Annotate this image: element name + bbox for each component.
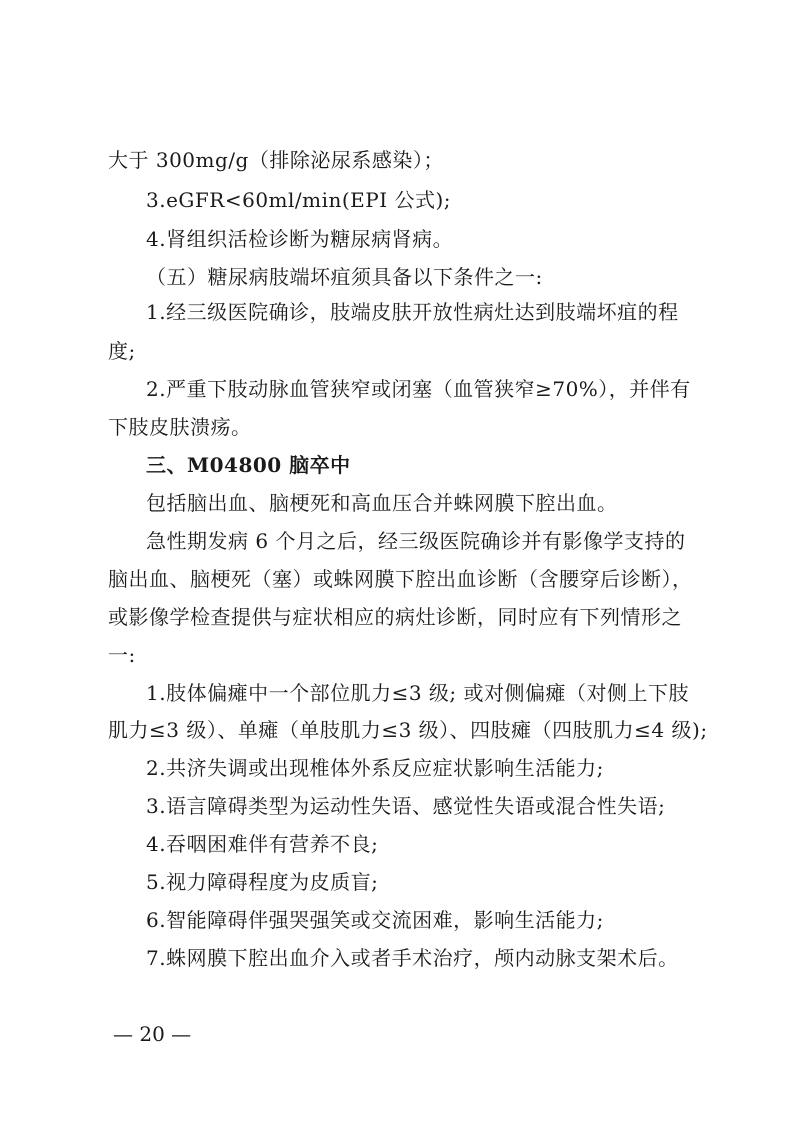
page-number: — 20 — <box>113 1022 192 1046</box>
text-line: 4.吞咽困难伴有营养不良; <box>146 832 379 856</box>
text-line: 2.严重下肢动脉血管狭窄或闭塞（血管狭窄≥70%），并伴有 <box>146 377 691 401</box>
text-line: 度; <box>108 339 136 363</box>
text-line: 一: <box>108 643 136 667</box>
text-line: 3.语言障碍类型为运动性失语、感觉性失语或混合性失语; <box>146 794 666 818</box>
text-line: 大于 300mg/g（排除泌尿系感染）； <box>108 148 444 172</box>
text-line: 6.智能障碍伴强哭强笑或交流困难，影响生活能力; <box>146 908 604 932</box>
text-line: 脑出血、脑梗死（塞）或蛛网膜下腔出血诊断（含腰穿后诊断）， <box>108 567 693 591</box>
text-line: 或影像学检查提供与症状相应的病灶诊断，同时应有下列情形之 <box>108 605 682 629</box>
text-line: 2.共济失调或出现椎体外系反应症状影响生活能力; <box>146 756 604 780</box>
text-line: 下肢皮肤溃疡。 <box>108 415 252 439</box>
text-line: 1.经三级医院确诊，肢端皮肤开放性病灶达到肢端坏疽的程 <box>146 300 679 324</box>
text-line: 7.蛛网膜下腔出血介入或者手术治疗，颅内动脉支架术后。 <box>146 946 679 970</box>
text-line: 1.肢体偏瘫中一个部位肌力≤3 级; 或对侧偏瘫（对侧上下肢 <box>146 681 690 705</box>
text-line: 5.视力障碍程度为皮质盲; <box>146 870 379 894</box>
text-line: 肌力≤3 级）、单瘫（单肢肌力≤3 级）、四肢瘫（四肢肌力≤4 级); <box>108 718 708 742</box>
text-line: 急性期发病 6 个月之后，经三级医院确诊并有影像学支持的 <box>146 529 686 553</box>
text-line: 4.肾组织活检诊断为糖尿病肾病。 <box>146 227 454 251</box>
text-line: 3.eGFR<60ml/min(EPI 公式); <box>146 188 452 212</box>
text-line: 包括脑出血、脑梗死和高血压合并蛛网膜下腔出血。 <box>146 491 618 515</box>
section-heading: 三、M04800 脑卒中 <box>146 453 351 477</box>
section-subheading: （五）糖尿病肢端坏疽须具备以下条件之一: <box>146 265 543 289</box>
